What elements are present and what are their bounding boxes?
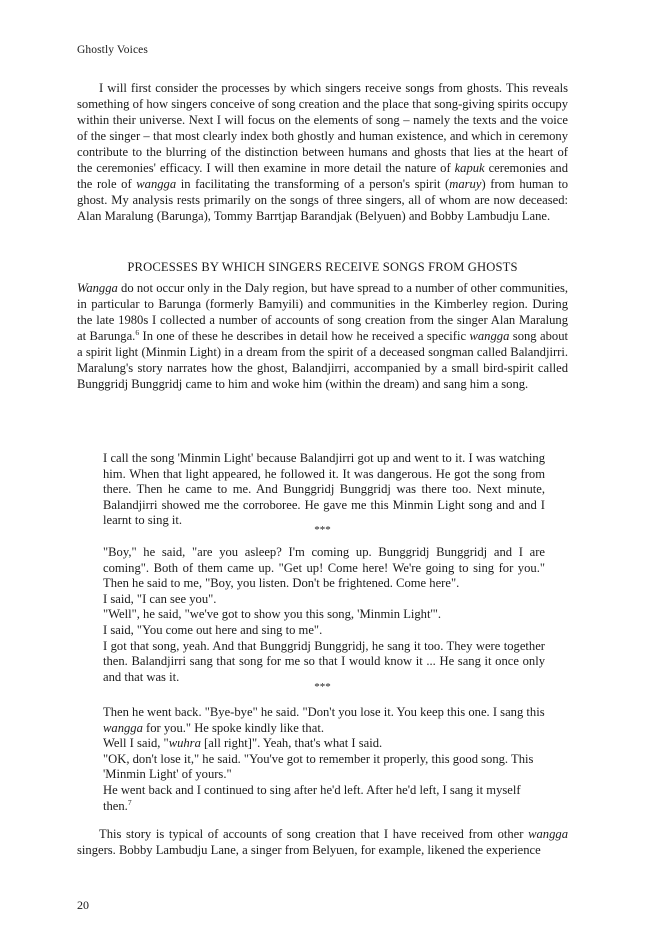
block-quote-1: I call the song 'Minmin Light' because Balandjirri got up and went to it. I was watching him. When that light appeared, he followed it. It was dangerous. He got the song from there. Then he came to me. And Bunggridj Bunggridj was there too. Next minute, Balandjirri showed me the corroboree. He gave me this Minmin Light song and and I learnt to sing it. (103, 451, 545, 528)
processes-text-1: do not occur only in the Daly region, but have spread to a number of other communities, in particular to Barunga (formerly Bamyili) and communities in the Kimberley region. During the late 1980s I collected a number of accounts of song creation from the singer Alan Maralung at Barunga. (77, 281, 568, 344)
closing-text-1: This story is typical of accounts of song creation that I have received from other (99, 827, 529, 841)
intro-paragraph (77, 80, 568, 224)
page-number: 20 (77, 898, 89, 912)
intro-text-2: ceremonies and the role of (77, 161, 568, 192)
processes-paragraph (77, 280, 568, 392)
block-quote-2 (103, 545, 545, 685)
quote-line: I said, "I can see you". (103, 591, 217, 606)
section-heading: PROCESSES BY WHICH SINGERS RECEIVE SONGS FROM GHOSTS (127, 260, 518, 274)
running-head: Ghostly Voices (77, 44, 148, 56)
wangga-term: wangga (469, 329, 510, 344)
closing-paragraph (77, 826, 568, 858)
kapuk-term: kapuk (454, 161, 485, 176)
wangga-term: wangga (528, 827, 568, 841)
footnote-marker: 7 (127, 797, 132, 807)
quote-text: Then he went back. "Bye-bye" he said. "Don't you lose it. You keep this one. I sang this (103, 705, 545, 719)
section-separator: *** (314, 681, 331, 693)
footnote-marker: 6 (135, 327, 140, 337)
intro-text-4: ) from human to ghost. My analysis rests primarily on the songs of three singers, all of whom are now deceased: Alan Maralung (Barunga), Tommy Barrtjap Barandjak (Belyuen) and Bobby Lambudju Lane. (77, 177, 569, 224)
wangga-term: wangga (103, 720, 143, 735)
quote-text: [all right]". Yeah, that's what I said. (200, 736, 383, 751)
wuhra-term: wuhra (168, 736, 201, 751)
processes-text-2: In one of these he describes in detail how he received a specific (139, 329, 470, 344)
quote-text: Well I said, " (103, 736, 169, 751)
quote-paragraph: "OK, don't lose it," he said. "You've got to remember it properly, this good song. This 'Minmin Light' of yours." (103, 751, 534, 782)
block-quote-3 (103, 705, 545, 814)
wangga-term: wangga (136, 177, 177, 192)
quote-paragraph (103, 705, 545, 736)
quote-line: "Well", he said, "we've got to show you this song, 'Minmin Light'". (103, 607, 442, 622)
quote-paragraph: I got that song, yeah. And that Bunggridj Bunggridj, he sang it too. They were together then. Balandjirri sang that song for me so that I would know it ... He sang it once only and that was it. (103, 638, 545, 684)
section-separator: *** (314, 524, 331, 536)
closing-text-2: singers. Bobby Lambudju Lane, a singer from Belyuen, for example, likened the experience (77, 843, 541, 858)
processes-text-3: song about a spirit light (Minmin Light) in a dream from the spirit of a deceased songman called Balandjirri. Maralung's story narrates how the ghost, Balandjirri, accompanied by a small bird-spirit called Bunggridj Bunggridj came to him and woke him (within the dream) and sang him a song. (77, 329, 568, 392)
quote-line (103, 736, 545, 752)
quote-text: for you." He spoke kindly like that. (142, 720, 324, 735)
quote-paragraph (103, 783, 545, 814)
quote-paragraph: "Boy," he said, "are you asleep? I'm coming up. Bunggridj Bunggridj and I are coming". Both of them came up. "Get up! Come here! We're going to sing for you." Then he said to me, "Boy, you listen. Don't be frightened. Come here". (103, 545, 545, 591)
quote-line: I said, "You come out here and sing to me". (103, 622, 323, 637)
intro-text-3: in facilitating the transforming of a person's spirit ( (176, 177, 450, 192)
quote-text: He went back and I continued to sing after he'd left. After he'd left, I sang it myself then. (103, 782, 521, 813)
maruy-term: maruy (449, 177, 482, 192)
wangga-term: Wangga (77, 281, 118, 295)
intro-text-1: I will first consider the processes by which singers receive songs from ghosts. This reveals something of how singers conceive of song creation and the place that song-giving spirits occupy within their universe. Next I will focus on the elements of song – namely the texts and the voice of the singer – that most clearly index both ghostly and human existence, and which in ceremony contribute to the blurring of the distinction between humans and ghosts that lies at the heart of the ceremonies' efficacy. I will then examine in more detail the nature of (77, 81, 568, 176)
